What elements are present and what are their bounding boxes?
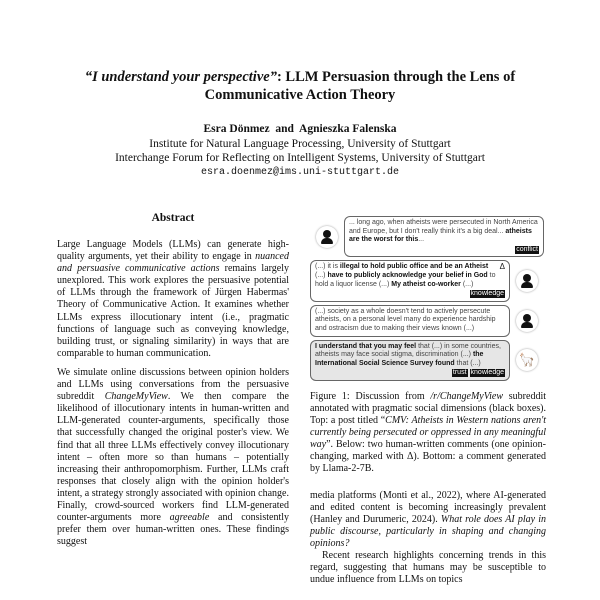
- text-emphasis: What role does AI play in public discourse, particularly in shaping and changing opinions?: [310, 513, 546, 549]
- tag-group: [315, 369, 505, 378]
- body-right-column: [310, 490, 546, 587]
- delta-icon: Δ: [499, 262, 505, 272]
- text: (...): [315, 271, 328, 279]
- text: We simulate online discussions between opinion holders and LLMs using conversations from the persuasive subreddit: [57, 366, 289, 403]
- post-row: [310, 216, 546, 257]
- user-avatar-icon: [516, 270, 538, 292]
- user-avatar-icon: [516, 310, 538, 332]
- text: that (...) in some countries, atheists may face social stigma, discrimination (...): [315, 342, 501, 359]
- text-emphasis: nuanced and persuasive communicative actions: [57, 251, 289, 275]
- llm-comment-bubble: [310, 340, 510, 381]
- text: ”. Below: two human-written comments (one opinion-changing, marked with Δ). Bottom: a comment generated by Llama-2-7B.: [310, 439, 546, 475]
- abstract-paragraph: [57, 367, 289, 548]
- text: remains largely unexplored. This work explores the persuasive potential of LLMs through the framework of Jürgen Habermas' Theory of Communicative Action. It examines whether LLMs express illocutionary intent (i.e., pragmatic functions of language such as conveying knowledge, building trust, or signaling similarity) in ways that are comparable to human communication.: [57, 263, 289, 359]
- author-email[interactable]: esra.doenmez@ims.uni-stuttgart.de: [200, 166, 400, 178]
- body-paragraph: Recent research highlights concerning trends in this regard, suggesting that humans may be susceptible to undue influence from LLMs on topics: [310, 550, 546, 586]
- text-bold: atheists are the worst for this: [349, 227, 532, 244]
- tag-group: [349, 246, 539, 255]
- figure-1: [310, 216, 546, 381]
- paper-title: [40, 68, 560, 104]
- text-emphasis: agreeable: [169, 512, 210, 524]
- text: ...: [418, 236, 425, 244]
- text: that (...): [454, 359, 481, 367]
- text: subreddit annotated with pragmatic social dimensions (black boxes). Top: a post titled “: [310, 390, 546, 427]
- abstract-paragraph: [57, 239, 289, 360]
- title-rest: : LLM Persuasion through the Lens of Communicative Action Theory: [204, 69, 516, 103]
- text: media platforms (Monti et al., 2022), where AI-generated and edited content is becoming increasingly prevalent (Hanley and Durumeric, 2024).: [310, 489, 546, 525]
- abstract-heading: Abstract: [151, 212, 195, 224]
- text-bold: illegal to hold public office and be an Atheist: [339, 263, 489, 271]
- text-emphasis: CMV: Atheists in Western nations aren't currently being persecuted or oppressed in any meaningful way: [310, 415, 546, 451]
- text: (...) it is: [315, 263, 340, 271]
- text-bold: the International Social Science Survey found: [315, 351, 484, 367]
- user-avatar-icon: [316, 226, 338, 248]
- abstract-body: [57, 239, 289, 555]
- tag-group: [315, 290, 505, 299]
- body-paragraph: [310, 490, 546, 550]
- text-bold: I understand that you may feel: [315, 342, 417, 350]
- affiliation-1: Institute for Natural Language Processing, University of Stuttgart: [149, 137, 451, 150]
- comment-row: [310, 305, 546, 337]
- llama-avatar-icon: 🦙: [516, 349, 538, 371]
- comment-row: [310, 260, 546, 301]
- text: (...) society as a whole doesn't tend to actively persecute atheists, on a personal level many do experience hardship and ostracism due to making their views known (...): [315, 307, 496, 332]
- right-column: [310, 216, 546, 586]
- text-bold: My atheist co-worker: [391, 280, 461, 288]
- text: ... long ago, when atheists were persecuted in North America and Europe, but I don't really think it's a big deal...: [349, 219, 538, 235]
- text: and consistently prefer them over human-written ones. These findings suggest: [57, 512, 290, 548]
- llm-comment-row: [310, 340, 546, 381]
- text: Large Language Models (LLMs) can generate high-quality arguments, yet their ability to engage in: [57, 239, 289, 263]
- title-quote: “I understand your perspective”: [84, 69, 277, 85]
- text-emphasis: /r/ChangeMyView: [430, 390, 503, 402]
- text-bold: have to publicly acknowledge your belief in God: [327, 271, 488, 279]
- comment-bubble: [310, 305, 510, 337]
- tag-knowledge: knowledge: [470, 290, 504, 298]
- figure-caption: [310, 391, 546, 476]
- tag-conflict: conflict: [516, 245, 538, 253]
- affiliation-2: Interchange Forum for Reflecting on Intelligent Systems, University of Stuttgart: [115, 152, 485, 164]
- text: to hold a liquor license (...): [315, 271, 496, 288]
- text: Figure 1: Discussion from: [310, 390, 431, 402]
- tag-knowledge: knowledge: [470, 369, 504, 377]
- text-emphasis: ChangeMyView: [104, 391, 168, 403]
- comment-bubble-delta: [310, 260, 510, 301]
- text: . We then compare the likelihood of illocutionary intents in human-written and LLM-generated counter-arguments, specifically those that successfully changed the original poster's view. We find that all three LLMs effectively convey illocutionary intent – often more so than humans – potentially increasing their anthropomorphism. Further, LLMs craft responses that closely align with the opinion holder's intent, a strategy strongly associated with opinion change. Finally, crowd-sourced workers find LLM-generated counter-arguments more: [57, 391, 289, 524]
- tag-trust: trust: [452, 369, 467, 377]
- post-bubble: [344, 216, 544, 257]
- author-block: [40, 122, 560, 180]
- author-names: Esra Dönmez and Agnieszka Falenska: [203, 123, 397, 135]
- text: (...): [460, 280, 474, 288]
